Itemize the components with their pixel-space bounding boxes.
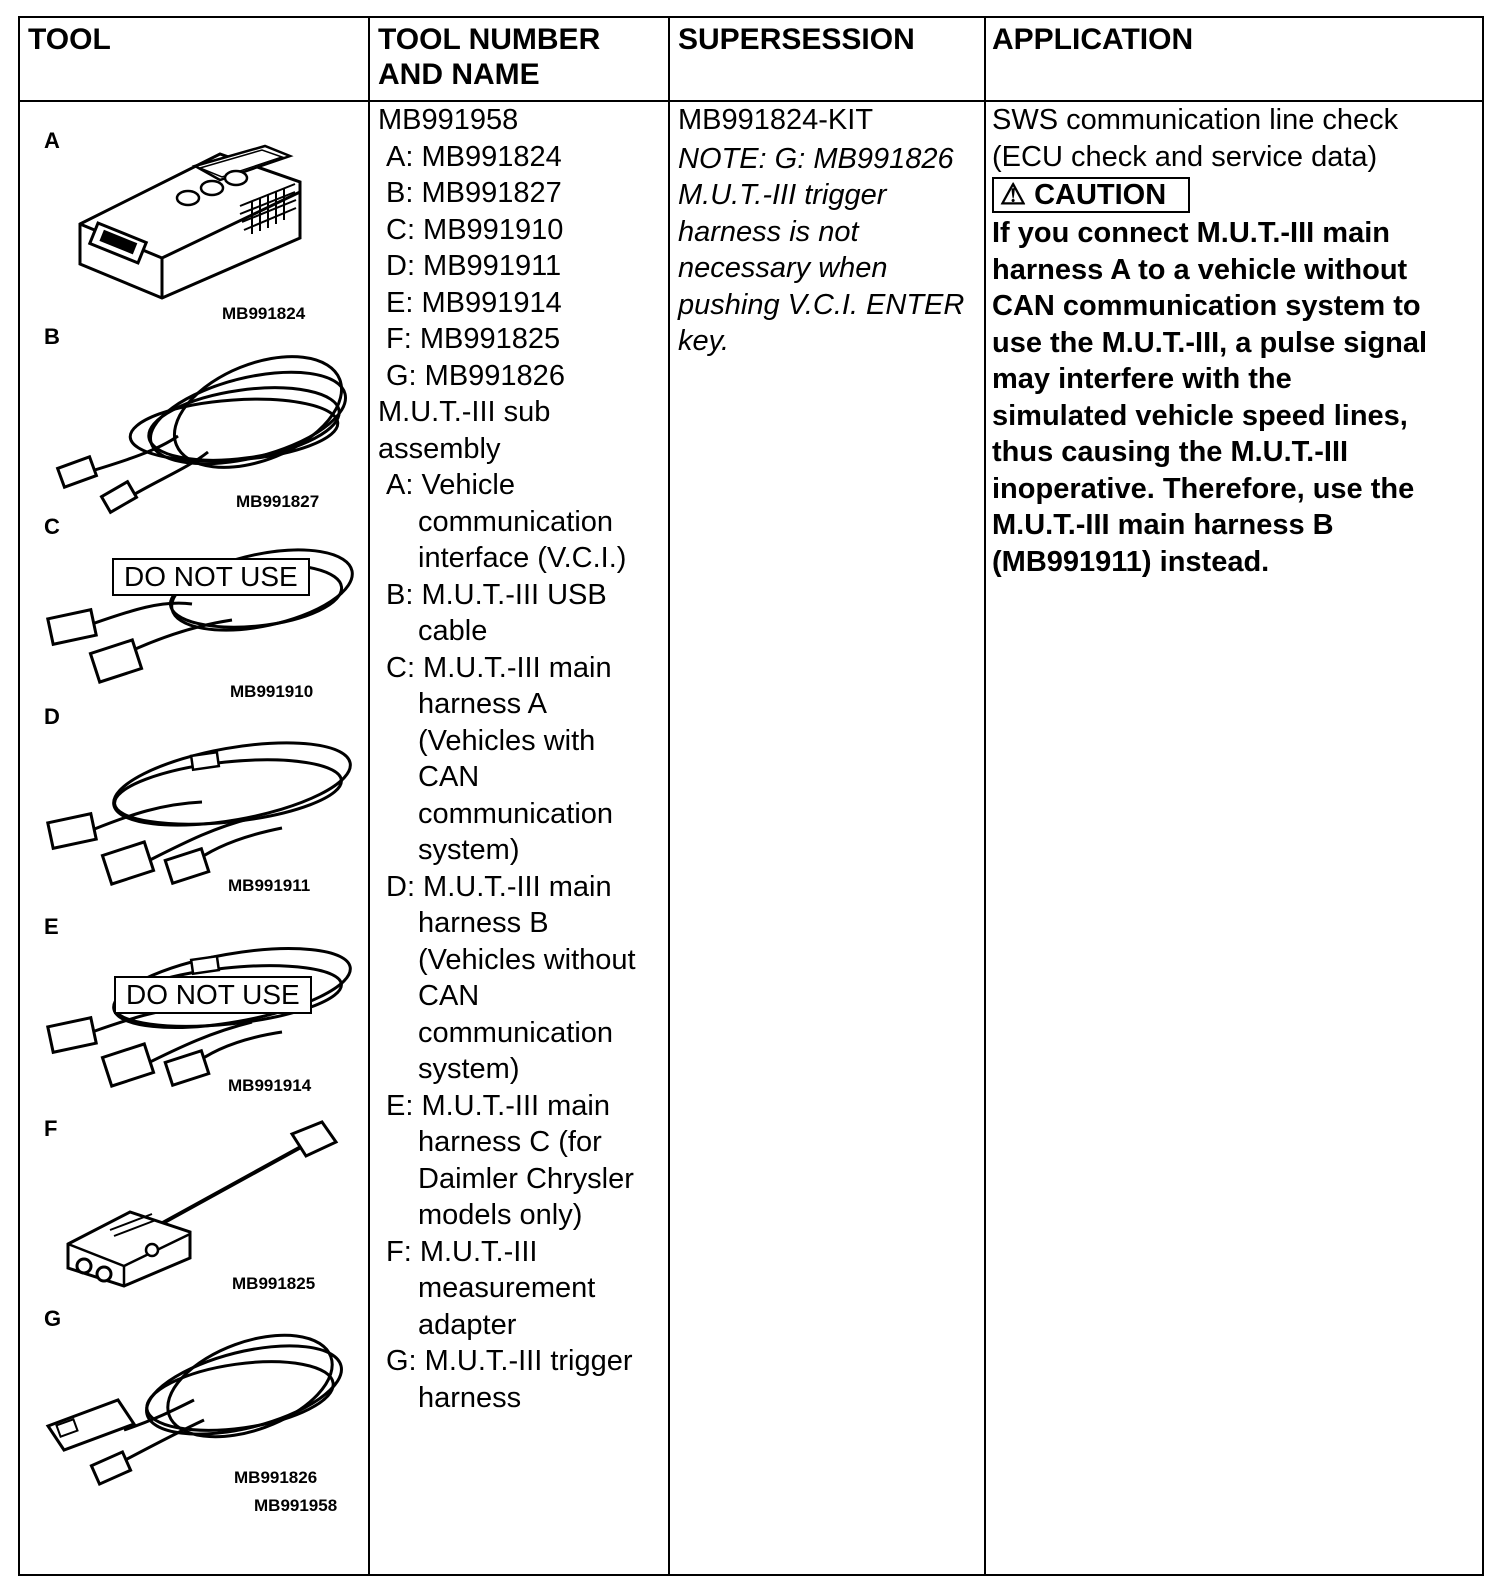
tool-letter-f: F: [44, 1116, 58, 1141]
warning-triangle-icon: ⚠: [1000, 179, 1026, 211]
tool-number-line: MB991958: [378, 104, 519, 136]
tool-number-line: E: MB991914: [386, 286, 562, 319]
tool-number-line: adapter: [418, 1308, 517, 1341]
header-tool: TOOL: [28, 23, 111, 56]
column-divider: [984, 18, 986, 1574]
caution-line: simulated vehicle speed lines,: [992, 399, 1408, 432]
special-tools-table: [18, 16, 1484, 1576]
tool-number-line: A: MB991824: [386, 140, 562, 173]
tool-code-e: MB991914: [228, 1076, 312, 1095]
tool-number-line: E: M.U.T.-III main: [386, 1089, 610, 1122]
main-harness-b-icon: [42, 718, 362, 888]
header-tool-number-line1: TOOL NUMBER: [378, 23, 601, 56]
do-not-use-stamp-e: DO NOT USE: [114, 976, 312, 1014]
caution-line: use the M.U.T.-III, a pulse signal: [992, 326, 1428, 359]
tool-number-line: system): [418, 1053, 520, 1085]
tool-code-d: MB991911: [228, 876, 311, 895]
tool-number-line: harness: [418, 1381, 522, 1414]
caution-line: harness A to a vehicle without: [992, 253, 1408, 286]
tool-number-line: B: M.U.T.-III USB: [386, 578, 607, 611]
tool-number-line: harness A: [418, 688, 547, 720]
tool-number-line: (Vehicles without: [418, 943, 636, 976]
usb-cable-icon: [48, 340, 358, 510]
tool-number-line: D: MB991911: [386, 250, 562, 282]
tool-number-line: assembly: [378, 432, 501, 465]
caution-line: may interfere with the: [992, 363, 1292, 395]
supersession-cell: [678, 102, 964, 360]
tool-number-line: communication: [418, 505, 614, 538]
tool-number-line: (Vehicles with: [418, 724, 596, 757]
column-divider: [668, 18, 670, 1574]
caution-line: If you connect M.U.T.-III main: [992, 217, 1390, 249]
tool-number-line: measurement: [418, 1272, 596, 1304]
tool-letter-b: B: [44, 324, 60, 349]
tool-kit-code: MB991958: [254, 1496, 338, 1515]
tool-number-line: C: MB991910: [386, 213, 564, 246]
tool-number-line: interface (V.C.I.): [418, 542, 627, 574]
supersession-code: MB991824-KIT: [678, 104, 874, 136]
caution-line: thus causing the M.U.T.-III: [992, 436, 1349, 468]
caution-label: CAUTION: [1034, 179, 1167, 211]
caution-text: [992, 215, 1427, 580]
supersession-note-line: harness is not: [678, 215, 859, 248]
tool-letter-a: A: [44, 128, 60, 153]
tool-number-line: G: MB991826: [386, 359, 565, 392]
tool-number-line: communication: [418, 797, 614, 830]
tool-code-c: MB991910: [230, 682, 314, 701]
caution-line: CAN communication system to: [992, 290, 1421, 322]
tool-number-line: CAN: [418, 761, 480, 793]
tool-code-f: MB991825: [232, 1274, 316, 1293]
header-supersession: SUPERSESSION: [678, 23, 915, 56]
tool-number-line: CAN: [418, 980, 480, 1012]
tool-number-line: A: Vehicle: [386, 469, 515, 501]
column-divider: [368, 18, 370, 1574]
tool-number-line: D: M.U.T.-III main: [386, 870, 612, 903]
tool-number-line: B: MB991827: [386, 177, 562, 209]
tool-number-line: F: M.U.T.-III: [386, 1235, 538, 1268]
supersession-note-line: necessary when: [678, 252, 888, 284]
caution-label-box: [992, 177, 1190, 213]
tool-letter-d: D: [44, 704, 60, 729]
tool-number-line: harness C (for: [418, 1126, 602, 1158]
caution-line: (MB991911) instead.: [992, 545, 1270, 578]
measurement-adapter-icon: [60, 1120, 340, 1290]
header-tool-number: [378, 22, 600, 92]
do-not-use-stamp-c: DO NOT USE: [112, 558, 310, 596]
tool-number-line: Daimler Chrysler: [418, 1162, 634, 1195]
application-line: SWS communication line check: [992, 104, 1399, 136]
tool-number-line: G: M.U.T.-III trigger: [386, 1345, 633, 1377]
tool-number-and-name-list: [378, 102, 636, 1416]
application-cell: [992, 102, 1427, 580]
tool-letter-g: G: [44, 1306, 62, 1331]
tool-letter-c: C: [44, 514, 60, 539]
caution-line: M.U.T.-III main harness B: [992, 509, 1334, 541]
trigger-harness-icon: [44, 1320, 354, 1480]
tool-letter-e: E: [44, 914, 59, 939]
tool-number-line: harness B: [418, 907, 549, 939]
tool-number-line: F: MB991825: [386, 323, 561, 355]
tool-number-line: cable: [418, 615, 488, 647]
vci-unit-icon: [70, 146, 310, 306]
tool-number-line: models only): [418, 1199, 583, 1231]
caution-line: inoperative. Therefore, use the: [992, 472, 1415, 505]
supersession-note-line: key.: [678, 325, 730, 357]
tool-number-line: communication: [418, 1016, 614, 1049]
tool-code-g: MB991826: [234, 1468, 318, 1487]
supersession-note-line: pushing V.C.I. ENTER: [678, 288, 965, 321]
supersession-note-line: NOTE: G: MB991826: [678, 142, 954, 175]
header-application: APPLICATION: [992, 23, 1194, 56]
tool-number-line: system): [418, 834, 520, 866]
application-line: (ECU check and service data): [992, 140, 1378, 173]
tool-number-line: C: M.U.T.-III main: [386, 651, 612, 684]
supersession-note-line: M.U.T.-III trigger: [678, 179, 887, 211]
main-harness-a-icon: [42, 530, 362, 680]
tool-code-b: MB991827: [236, 492, 320, 511]
header-tool-number-line2: AND NAME: [378, 58, 540, 91]
supersession-note: [678, 141, 964, 360]
tool-number-line: M.U.T.-III sub: [378, 396, 551, 428]
tool-code-a: MB991824: [222, 304, 306, 323]
